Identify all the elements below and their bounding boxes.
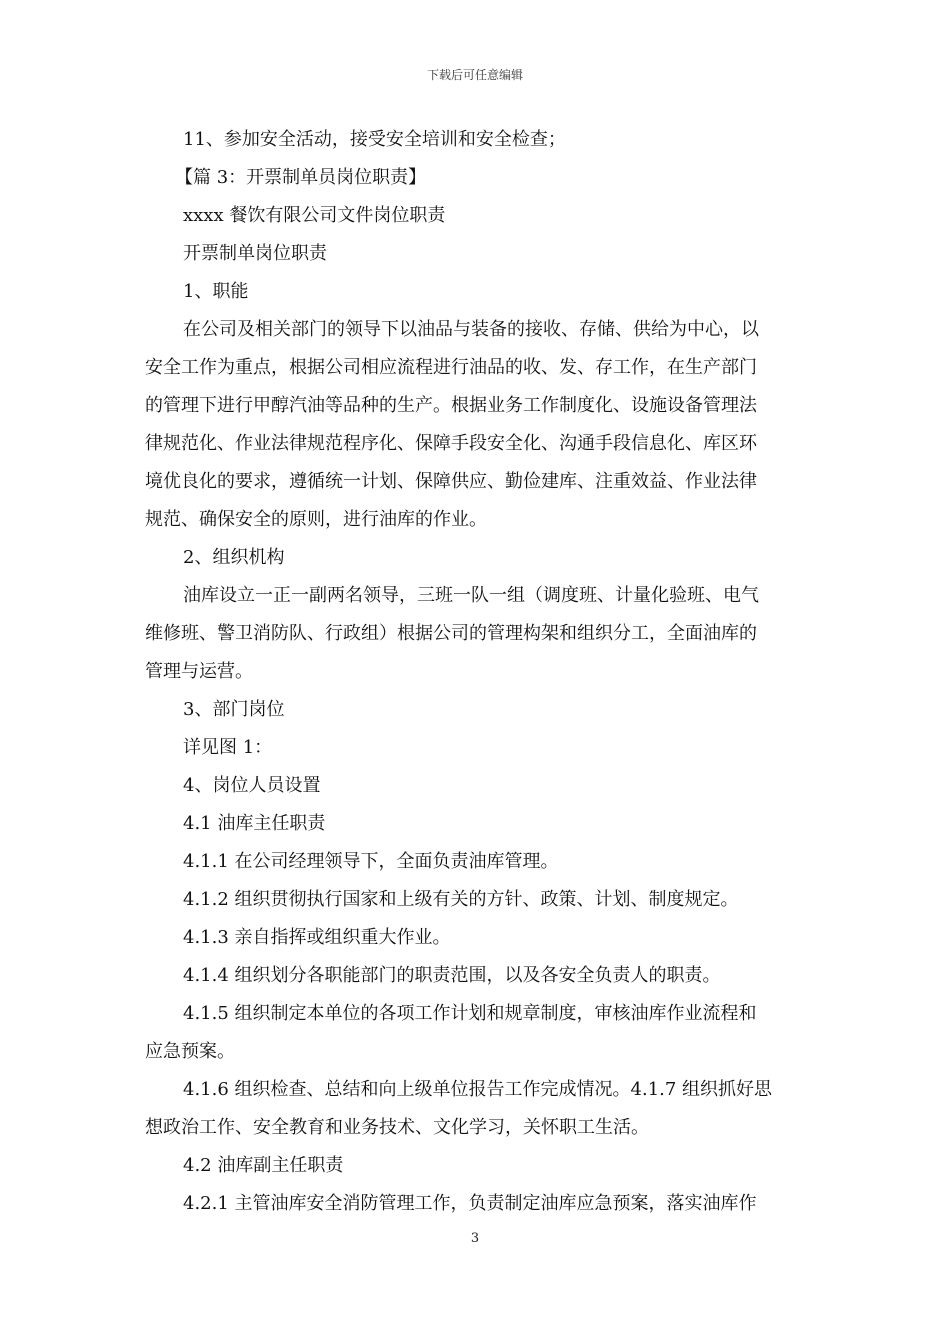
text-line: 3、部门岗位 — [183, 699, 285, 720]
text-line: 4.1.1 在公司经理领导下，全面负责油库管理。 — [183, 851, 559, 872]
text-line: 1、职能 — [183, 281, 249, 302]
text-line: 4.1 油库主任职责 — [183, 813, 326, 834]
text-line: 4.1.5 组织制定本单位的各项工作计划和规章制度，审核油库作业流程和 — [183, 1003, 757, 1024]
text-line: 规范、确保安全的原则，进行油库的作业。 — [145, 509, 487, 530]
text-line: 4.2.1 主管油库安全消防管理工作，负责制定油库应急预案，落实油库作 — [183, 1193, 757, 1214]
section-heading: 【篇 3：开票制单员岗位职责】 — [175, 167, 427, 188]
text-line: 详见图 1： — [183, 737, 273, 758]
text-line: 开票制单岗位职责 — [183, 243, 327, 264]
text-line: 2、组织机构 — [183, 547, 285, 568]
text-line: 油库设立一正一副两名领导，三班一队一组（调度班、计量化验班、电气 — [183, 585, 759, 606]
page-header: 下载后可任意编辑 — [426, 68, 523, 82]
text-line: 应急预案。 — [145, 1041, 235, 1062]
text-line: 4、岗位人员设置 — [183, 775, 321, 796]
text-line: 安全工作为重点，根据公司相应流程进行油品的收、发、存工作，在生产部门 — [145, 357, 757, 378]
text-line: 4.2 油库副主任职责 — [183, 1155, 344, 1176]
text-line: 4.1.4 组织划分各职能部门的职责范围，以及各安全负责人的职责。 — [183, 965, 721, 986]
text-line: 11、参加安全活动，接受安全培训和安全检查； — [183, 129, 566, 150]
text-line: 的管理下进行甲醇汽油等品种的生产。根据业务工作制度化、设施设备管理法 — [145, 395, 757, 416]
text-line: 4.1.2 组织贯彻执行国家和上级有关的方针、政策、计划、制度规定。 — [183, 889, 739, 910]
page-number: 3 — [470, 1231, 480, 1246]
text-line: 4.1.3 亲自指挥或组织重大作业。 — [183, 927, 451, 948]
text-line: 境优良化的要求，遵循统一计划、保障供应、勤俭建库、注重效益、作业法律 — [145, 471, 757, 492]
text-line: 律规范化、作业法律规范程序化、保障手段安全化、沟通手段信息化、库区环 — [145, 433, 757, 454]
text-line: 管理与运营。 — [145, 661, 253, 682]
text-line: 想政治工作、安全教育和业务技术、文化学习，关怀职工生活。 — [145, 1117, 649, 1138]
text-line: 维修班、警卫消防队、行政组）根据公司的管理构架和组织分工，全面油库的 — [145, 623, 757, 644]
text-line: 在公司及相关部门的领导下以油品与装备的接收、存储、供给为中心，以 — [183, 319, 759, 340]
text-line: 4.1.6 组织检查、总结和向上级单位报告工作完成情况。4.1.7 组织抓好思 — [183, 1079, 773, 1100]
text-line: xxxx 餐饮有限公司文件岗位职责 — [183, 205, 446, 226]
